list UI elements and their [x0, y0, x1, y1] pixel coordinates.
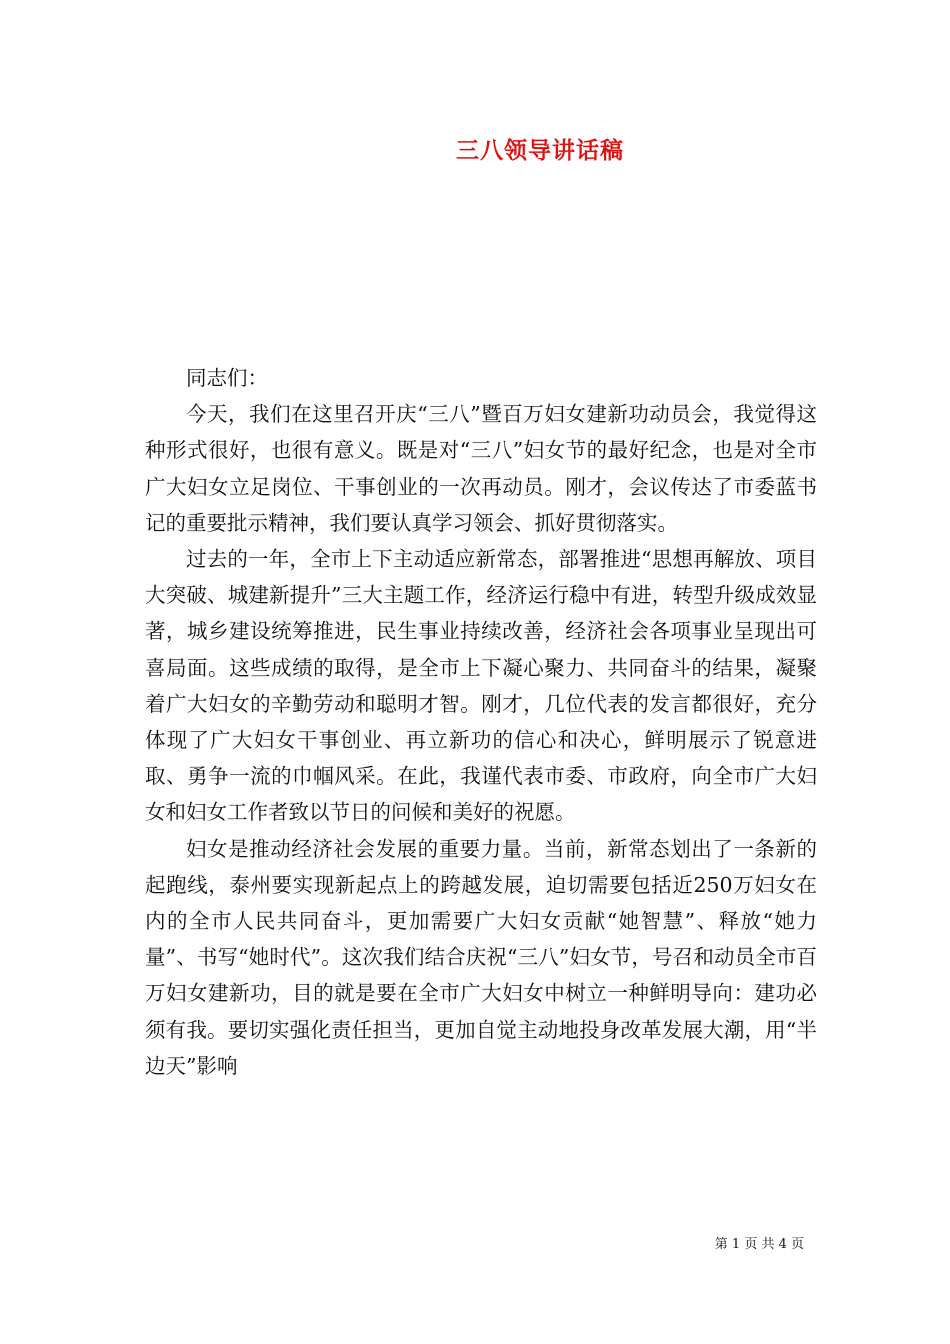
page-number-footer: 第 1 页 共 4 页 [714, 1237, 804, 1252]
document-body [145, 360, 817, 1084]
document-title: 三八领导讲话稿 [456, 137, 624, 164]
paragraph-3: 妇女是推动经济社会发展的重要力量。当前，新常态划出了一条新的起跑线，泰州要实现新起点上的跨越发展，迫切需要包括近250万妇女在内的全市人民共同奋斗，更加需要广大妇女贡献“她智慧”、释放“她力量”、书写“她时代”。这次我们结合庆祝“三八”妇女节，号召和动员全市百万妇女建新功，目的就是要在全市广大妇女中树立一种鲜明导向：建功必须有我。要切实强化责任担当，更加自觉主动地投身改革发展大潮，用“半边天”影响 [145, 836, 817, 1078]
paragraph-1: 今天，我们在这里召开庆“三八”暨百万妇女建新功动员会，我觉得这种形式很好，也很有意义。既是对“三八”妇女节的最好纪念，也是对全市广大妇女立足岗位、干事创业的一次再动员。刚才，会议传达了市委蓝书记的重要批示精神，我们要认真学习领会、抓好贯彻落实。 [145, 402, 817, 535]
paragraph-2: 过去的一年，全市上下主动适应新常态，部署推进“思想再解放、项目大突破、城建新提升”三大主题工作，经济运行稳中有进，转型升级成效显著，城乡建设统筹推进，民生事业持续改善，经济社会各项事业呈现出可喜局面。这些成绩的取得，是全市上下凝心聚力、共同奋斗的结果，凝聚着广大妇女的辛勤劳动和聪明才智。刚才，几位代表的发言都很好，充分体现了广大妇女干事创业、再立新功的信心和决心，鲜明展示了锐意进取、勇争一流的巾帼风采。在此，我谨代表市委、市政府，向全市广大妇女和妇女工作者致以节日的问候和美好的祝愿。 [145, 547, 817, 825]
greeting: 同志们： [186, 366, 268, 390]
